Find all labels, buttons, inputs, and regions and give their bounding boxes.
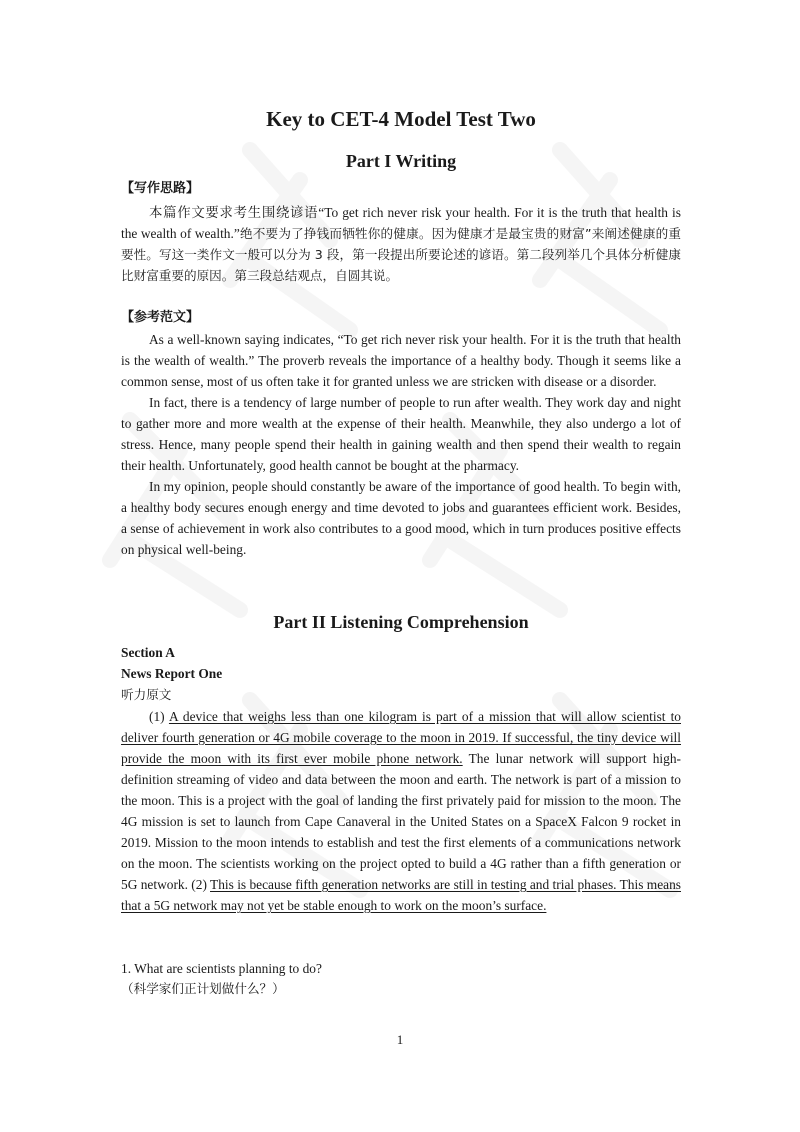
- writing-ideas-heading: 【写作思路】: [121, 181, 200, 196]
- essay-paragraph-2: In fact, there is a tendency of large number of people to run after wealth. They work day and night to gather more and more wealth at the expense of their health. Meanwhile, they also undergo a lot of stress. Hence, many people spend their health in gaining wealth and then spend their wealth to regain their health. Unfortunately, good health cannot be bought at the pharmacy.: [121, 395, 681, 473]
- script-text: The lunar network will support high-definition streaming of video and data between the moon and earth. The network is part of a mission to the moon. This is a project with the goal of landing the first privately paid for mission to the moon. The 4G mission is set to launch from Cape Canaveral in the United States on a SpaceX Falcon 9 rocket in 2019. Mission to the moon intends to establish and test the first elements of a communications network on the moon. The scientists working on the project opted to build a 4G rather than a fifth generation or 5G network.: [121, 751, 682, 892]
- essay-paragraph-3: In my opinion, people should constantly be aware of the importance of good health. To begin with, a healthy body secures enough energy and time devoted to jobs and guarantees efficient work. Besides, a sense of achievement in work also contributes to a good mood, which in turn produces positive effects on physical well-being.: [121, 479, 681, 557]
- writing-ideas-quote: 本篇作文要求考生围绕谚语“To get rich never risk your health. For it is the truth that health is the wealth of wealth.”: [121, 205, 681, 241]
- script-marker-2: (2): [191, 877, 211, 892]
- script-marker-1: (1): [149, 709, 169, 724]
- essay-paragraph-1: As a well-known saying indicates, “To get rich never risk your health. For it is the truth that health is the wealth of wealth.” The proverb reveals the importance of a healthy body. Though it seems like a common sense, most of us often take it for granted unless we are stricken with disease or a disorder.: [121, 332, 681, 389]
- sample-essay: [121, 329, 681, 560]
- listening-script: [121, 706, 681, 916]
- script-answer-1: A device that weighs less than one kilogram is part of a mission that will allow scientist to deliver fourth generation or 4G mobile coverage to the moon in 2019. If successful, the tiny device will provide the moon with its first ever mobile phone network.: [121, 709, 681, 766]
- part1-heading: Part I Writing: [345, 151, 457, 171]
- page-number: 1: [396, 1032, 404, 1047]
- section-a-label: Section A: [121, 645, 175, 660]
- part2-heading: Part II Listening Comprehension: [273, 612, 529, 632]
- question-1-translation: （科学家们正计划做什么？）: [121, 981, 285, 996]
- writing-ideas-body: 绝不要为了挣钱而牺牲你的健康。因为健康才是最宝贵的财富”来阐述健康的重要性。写这一类作文一般可以分为 3 段，第一段提出所要论述的谚语。第二段列举几个具体分析健康比财富重要的原因。第三段总结观点，自圆其说。: [121, 226, 681, 283]
- sample-essay-heading: 【参考范文】: [121, 310, 200, 325]
- listening-script-label: 听力原文: [121, 687, 172, 702]
- document-title: Key to CET-4 Model Test Two: [266, 107, 536, 131]
- news-report-label: News Report One: [121, 666, 223, 681]
- question-1: 1. What are scientists planning to do?: [121, 961, 322, 976]
- script-answer-2: This is because fifth generation networks are still in testing and trial phases. This means that a 5G network may not yet be stable enough to work on the moon’s surface.: [121, 877, 681, 913]
- writing-ideas-text: [121, 202, 681, 286]
